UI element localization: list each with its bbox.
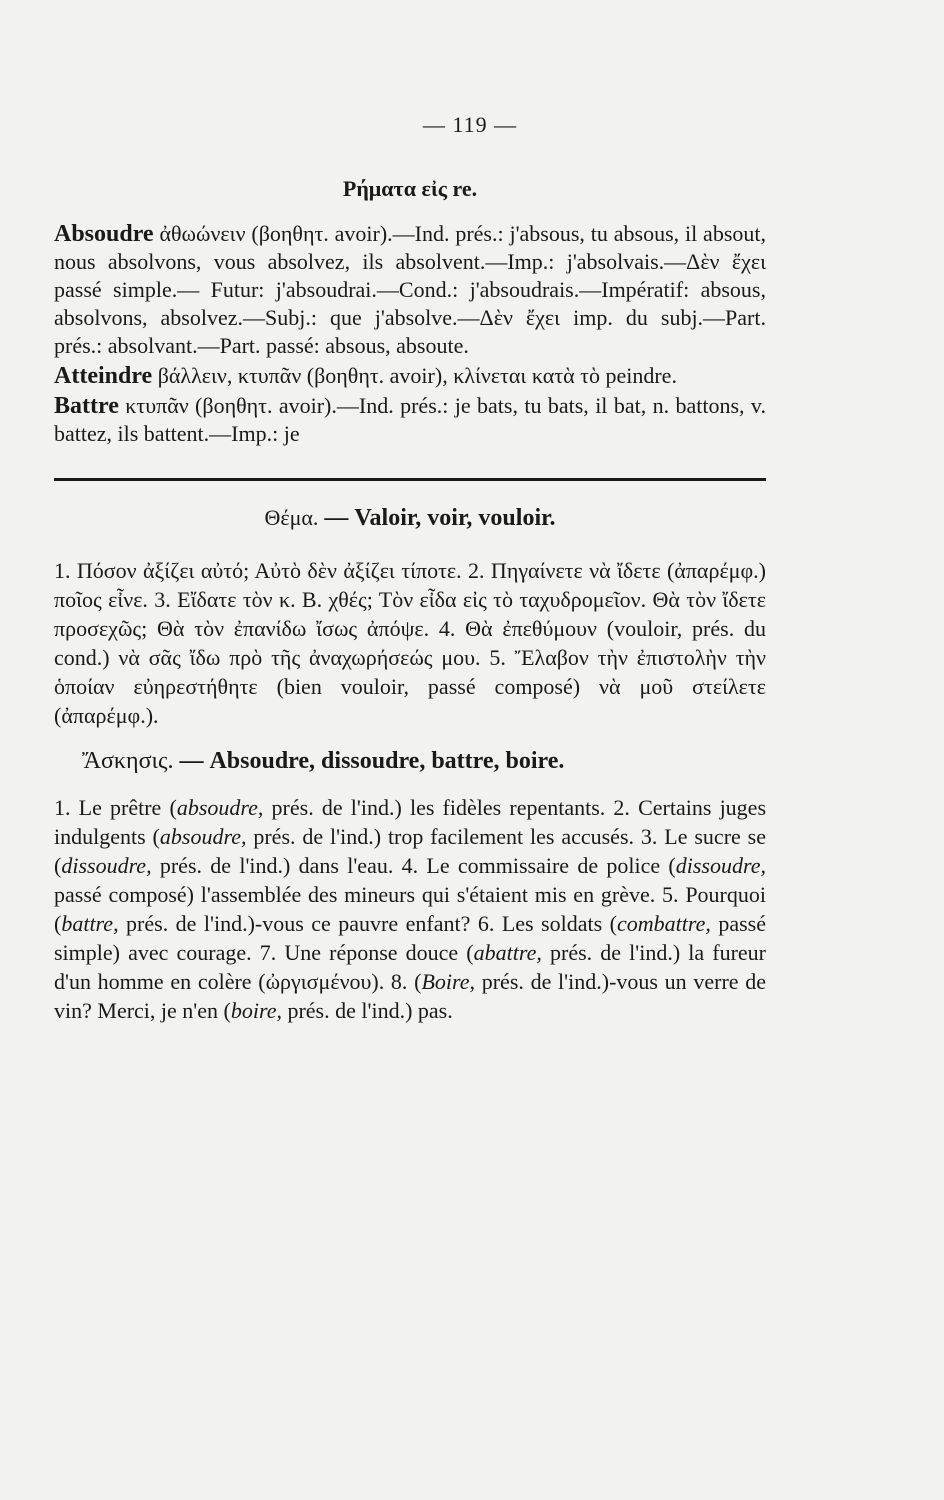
exercise-segment: prés. de l'ind.) la fureur d'un homme en colère (ὠργισμένου). 8. ( [54,940,766,994]
page-number: — 119 — [422,112,518,137]
exercise-segment: prés. de l'ind.)-vous un verre de vin? Merci, je n'en ( [54,969,767,1023]
exercise-text [54,793,766,1025]
verb-infinitive: Boire, [421,969,476,994]
exercise-segment: prés. de l'ind.) dans l'eau. 4. Le commissaire de police ( [151,853,676,878]
exercise-segment: passé simple) avec courage. 7. Une réponse douce ( [54,911,767,965]
exercise-segment: passé composé) l'assemblée des mineurs qui s'étaient mis en grève. 5. Pourquoi ( [54,882,766,936]
verb-infinitive: boire, [230,998,282,1023]
exercise-label: Ἄσκησις. [82,748,174,774]
verb-infinitive: battre, [61,911,119,936]
exercise-title [82,748,766,775]
verb-entry-absoudre [54,220,766,360]
verb-infinitive: dissoudre, [61,853,152,878]
divider-rule [54,478,766,481]
theme-label: Θέμα. [264,505,319,530]
entry-term: Atteindre [54,363,153,389]
theme-title [54,505,766,532]
exercise-title-text: — Absoudre, dissoudre, battre, boire. [179,748,565,774]
exercise-segment: prés. de l'ind.) trop facilement les accusés. 3. Le sucre se ( [54,824,766,878]
verb-infinitive: absoudre, [176,795,264,820]
exercise-segment: 1. Le prêtre ( [54,795,177,820]
entry-term: Battre [54,393,119,419]
verb-entry-atteindre [54,362,766,390]
verb-infinitive: combattre, [616,911,711,936]
exercise-segment: prés. de l'ind.) pas. [281,998,453,1023]
exercise-segment: prés. de l'ind.) les fidèles repentants. 2. Certains juges indulgents ( [54,795,767,849]
theme-title-text: — Valoir, voir, vouloir. [324,505,556,531]
verb-infinitive: dissoudre, [675,853,766,878]
entry-text: βάλλειν, κτυπᾶν (βοηθητ. avoir), κλίνεται κατὰ τὸ peindre. [152,363,677,388]
verb-entry-battre [54,392,766,448]
section-heading: Ρήματα εἰς re. [342,176,478,201]
entry-text: κτυπᾶν (βοηθητ. avoir).—Ind. prés.: je bats, tu bats, il bat, n. battons, v. battez, ils battent.—Imp.: je [54,393,766,446]
verb-infinitive: abattre, [473,940,542,965]
exercise-segment: prés. de l'ind.)-vous ce pauvre enfant? 6. Les soldats ( [118,911,617,936]
entry-text: ἀθωώνειν (βοηθητ. avoir).—Ind. prés.: j'absous, tu absous, il absout, nous absolvons, vous absolvez, ils absolvent.—Imp.: j'absolvais.—Δὲν ἔχει passé simple.— Futur: j'absoudrai.—Cond.: j'absoudrais.—Impératif: absous, absolvons, absolvez.—Subj.: que j'absolve.—Δὲν ἔχει imp. du subj.—Part. prés.: absolvant.—Part. passé: absous, absoute. [54,221,766,358]
theme-text: 1. Πόσον ἀξίζει αὐτό; Αὐτὸ δὲν ἀξίζει τίποτε. 2. Πηγαίνετε νὰ ἴδετε (ἀπαρέμφ.) ποῖος εἶνε. 3. Εἴδατε τὸν κ. Β. χθές; Τὸν εἶδα εἰς τὸ ταχυδρομεῖον. Θὰ τὸν ἴδετε προσεχῶς; Θὰ τὸν ἐπανίδω ἴσως ἀπόψε. 4. Θὰ ἐπεθύμουν (vouloir, prés. du cond.) νὰ σᾶς ἴδω πρὸ τῆς ἀναχωρήσεώς μου. 5. Ἔλαβον τὴν ἐπιστολὴν τὴν ὁποίαν εὐηρεστήθητε (bien vouloir, passé composé) νὰ μοῦ στείλετε (ἀπαρέμφ.). [54,558,766,728]
verb-infinitive: absoudre, [159,824,247,849]
entry-term: Absoudre [54,221,154,247]
